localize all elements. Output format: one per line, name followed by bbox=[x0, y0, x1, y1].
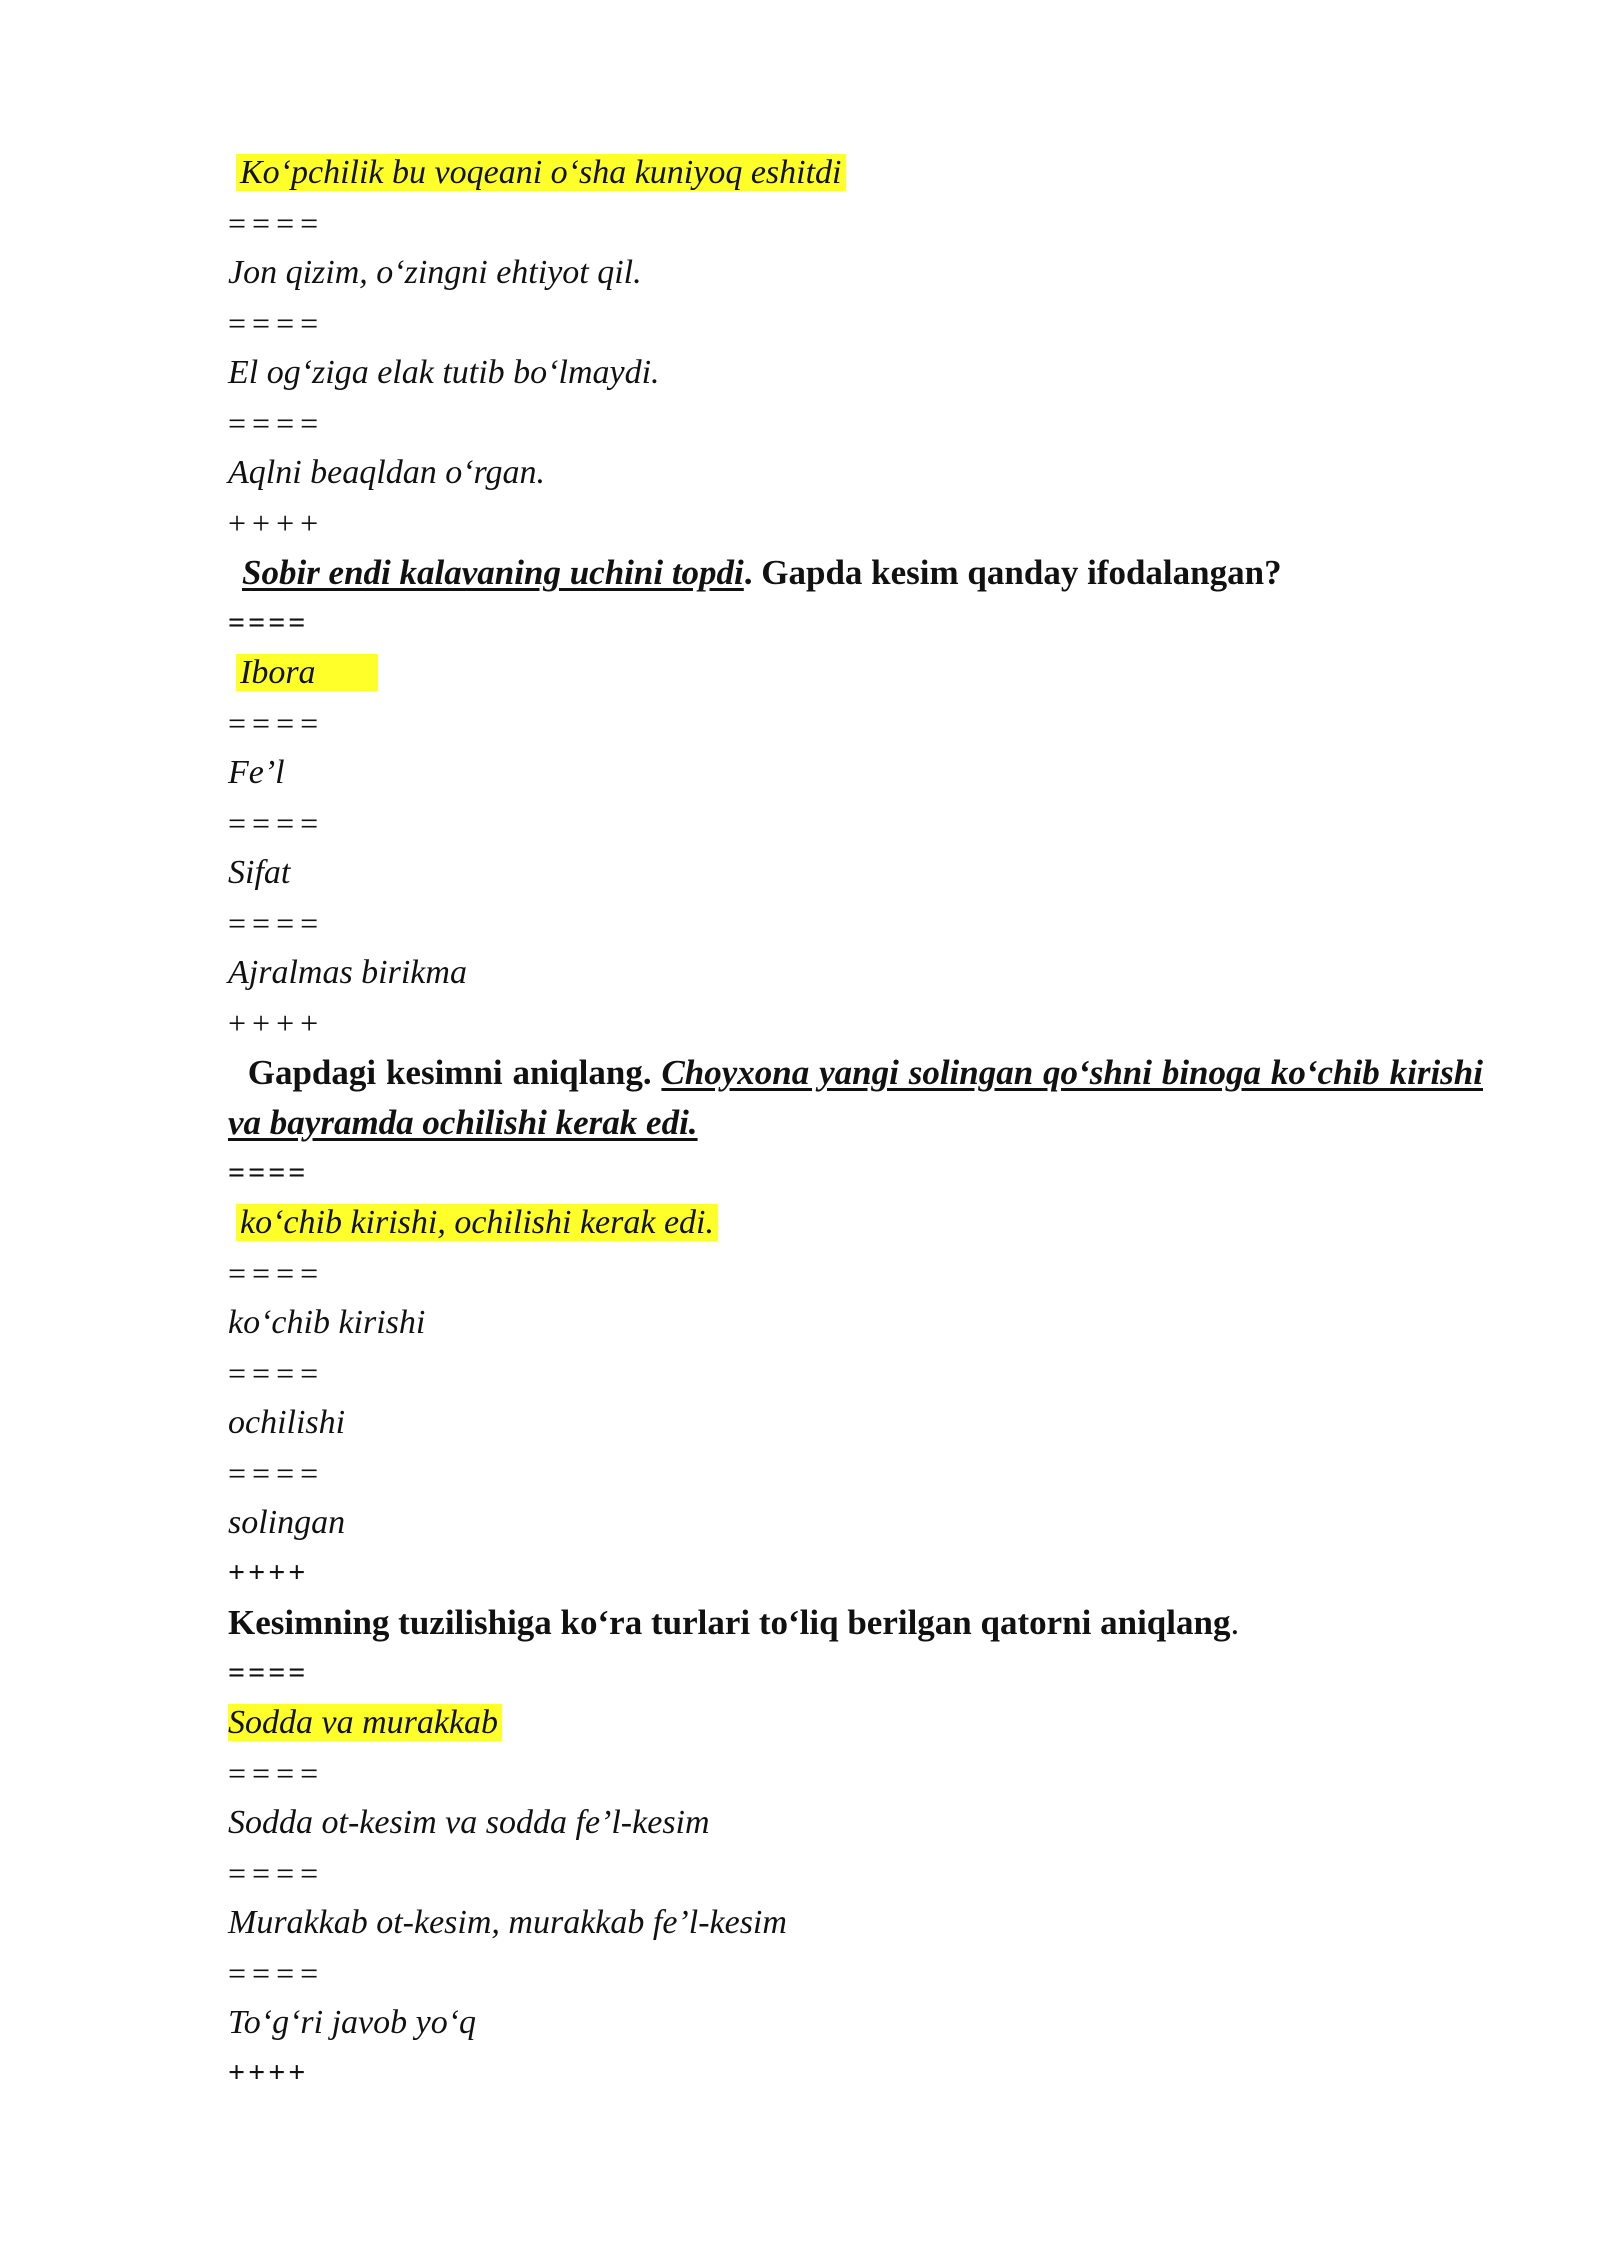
question-example: Sobir endi kalavaning uchini topdi bbox=[242, 553, 744, 592]
option: ko‘chib kirishi bbox=[228, 1304, 426, 1341]
question-separator: ++++ bbox=[228, 2056, 309, 2089]
option: ochilishi bbox=[228, 1404, 346, 1441]
question-text bbox=[228, 1048, 1483, 1148]
option: Ajralmas birikma bbox=[228, 954, 467, 991]
option: El og‘ziga elak tutib bo‘lmaydi. bbox=[228, 354, 660, 391]
option-separator: ==== bbox=[228, 1755, 325, 1791]
option: Fe’l bbox=[228, 754, 285, 791]
question-example: Choyxona yangi solingan qo‘shni binoga ko‘chib kirishi va bayramda ochilishi kerak edi. bbox=[228, 1053, 1483, 1142]
option-separator: ==== bbox=[228, 205, 325, 241]
option-separator: ==== bbox=[228, 905, 325, 941]
question-prompt: Gapda kesim qanday ifodalangan? bbox=[761, 553, 1282, 592]
option: Sodda ot-kesim va sodda fe’l-kesim bbox=[228, 1804, 710, 1841]
question-text bbox=[228, 1598, 1483, 1648]
option: solingan bbox=[228, 1504, 346, 1541]
option: Sifat bbox=[228, 854, 291, 891]
option-separator: ==== bbox=[228, 1355, 325, 1391]
option-separator: ==== bbox=[228, 805, 325, 841]
highlighted-answer: Sodda va murakkab bbox=[228, 1704, 502, 1741]
highlighted-answer: ko‘chib kirishi, ochilishi kerak edi. bbox=[236, 1204, 718, 1241]
option-separator: ==== bbox=[228, 1156, 309, 1189]
option: Jon qizim, o‘zingni ehtiyot qil. bbox=[228, 254, 642, 291]
highlighted-answer: Ibora bbox=[236, 654, 378, 691]
question-dot: . bbox=[743, 553, 753, 592]
option-separator: ==== bbox=[228, 405, 325, 441]
highlighted-answer: Ko‘pchilik bu voqeani o‘sha kuniyoq eshitdi bbox=[236, 154, 846, 191]
document-content bbox=[228, 148, 1483, 2098]
option: To‘g‘ri javob yo‘q bbox=[228, 2004, 477, 2041]
option: Aqlni beaqldan o‘rgan. bbox=[228, 454, 545, 491]
question-separator: ++++ bbox=[228, 505, 325, 541]
question-separator: ++++ bbox=[228, 1005, 325, 1041]
option-separator: ==== bbox=[228, 1855, 325, 1891]
question-separator: ++++ bbox=[228, 1556, 309, 1589]
option: Murakkab ot-kesim, murakkab fe’l-kesim bbox=[228, 1904, 787, 1941]
option-separator: ==== bbox=[228, 1955, 325, 1991]
option-correct bbox=[228, 1698, 1483, 1748]
question-prompt: Gapdagi kesimni aniqlang. bbox=[247, 1053, 652, 1092]
option-separator: ==== bbox=[228, 1656, 309, 1689]
option-correct bbox=[228, 148, 1483, 198]
option-correct bbox=[228, 648, 1483, 698]
option-separator: ==== bbox=[228, 1255, 325, 1291]
option-correct bbox=[228, 1198, 1483, 1248]
question-prompt: Kesimning tuzilishiga ko‘ra turlari to‘liq berilgan qatorni aniqlang bbox=[228, 1603, 1231, 1642]
option-separator: ==== bbox=[228, 705, 325, 741]
option-separator: ==== bbox=[228, 1455, 325, 1491]
option-separator: ==== bbox=[228, 606, 309, 639]
question-text bbox=[228, 548, 1483, 598]
question-dot: . bbox=[1230, 1603, 1240, 1642]
option-separator: ==== bbox=[228, 305, 325, 341]
